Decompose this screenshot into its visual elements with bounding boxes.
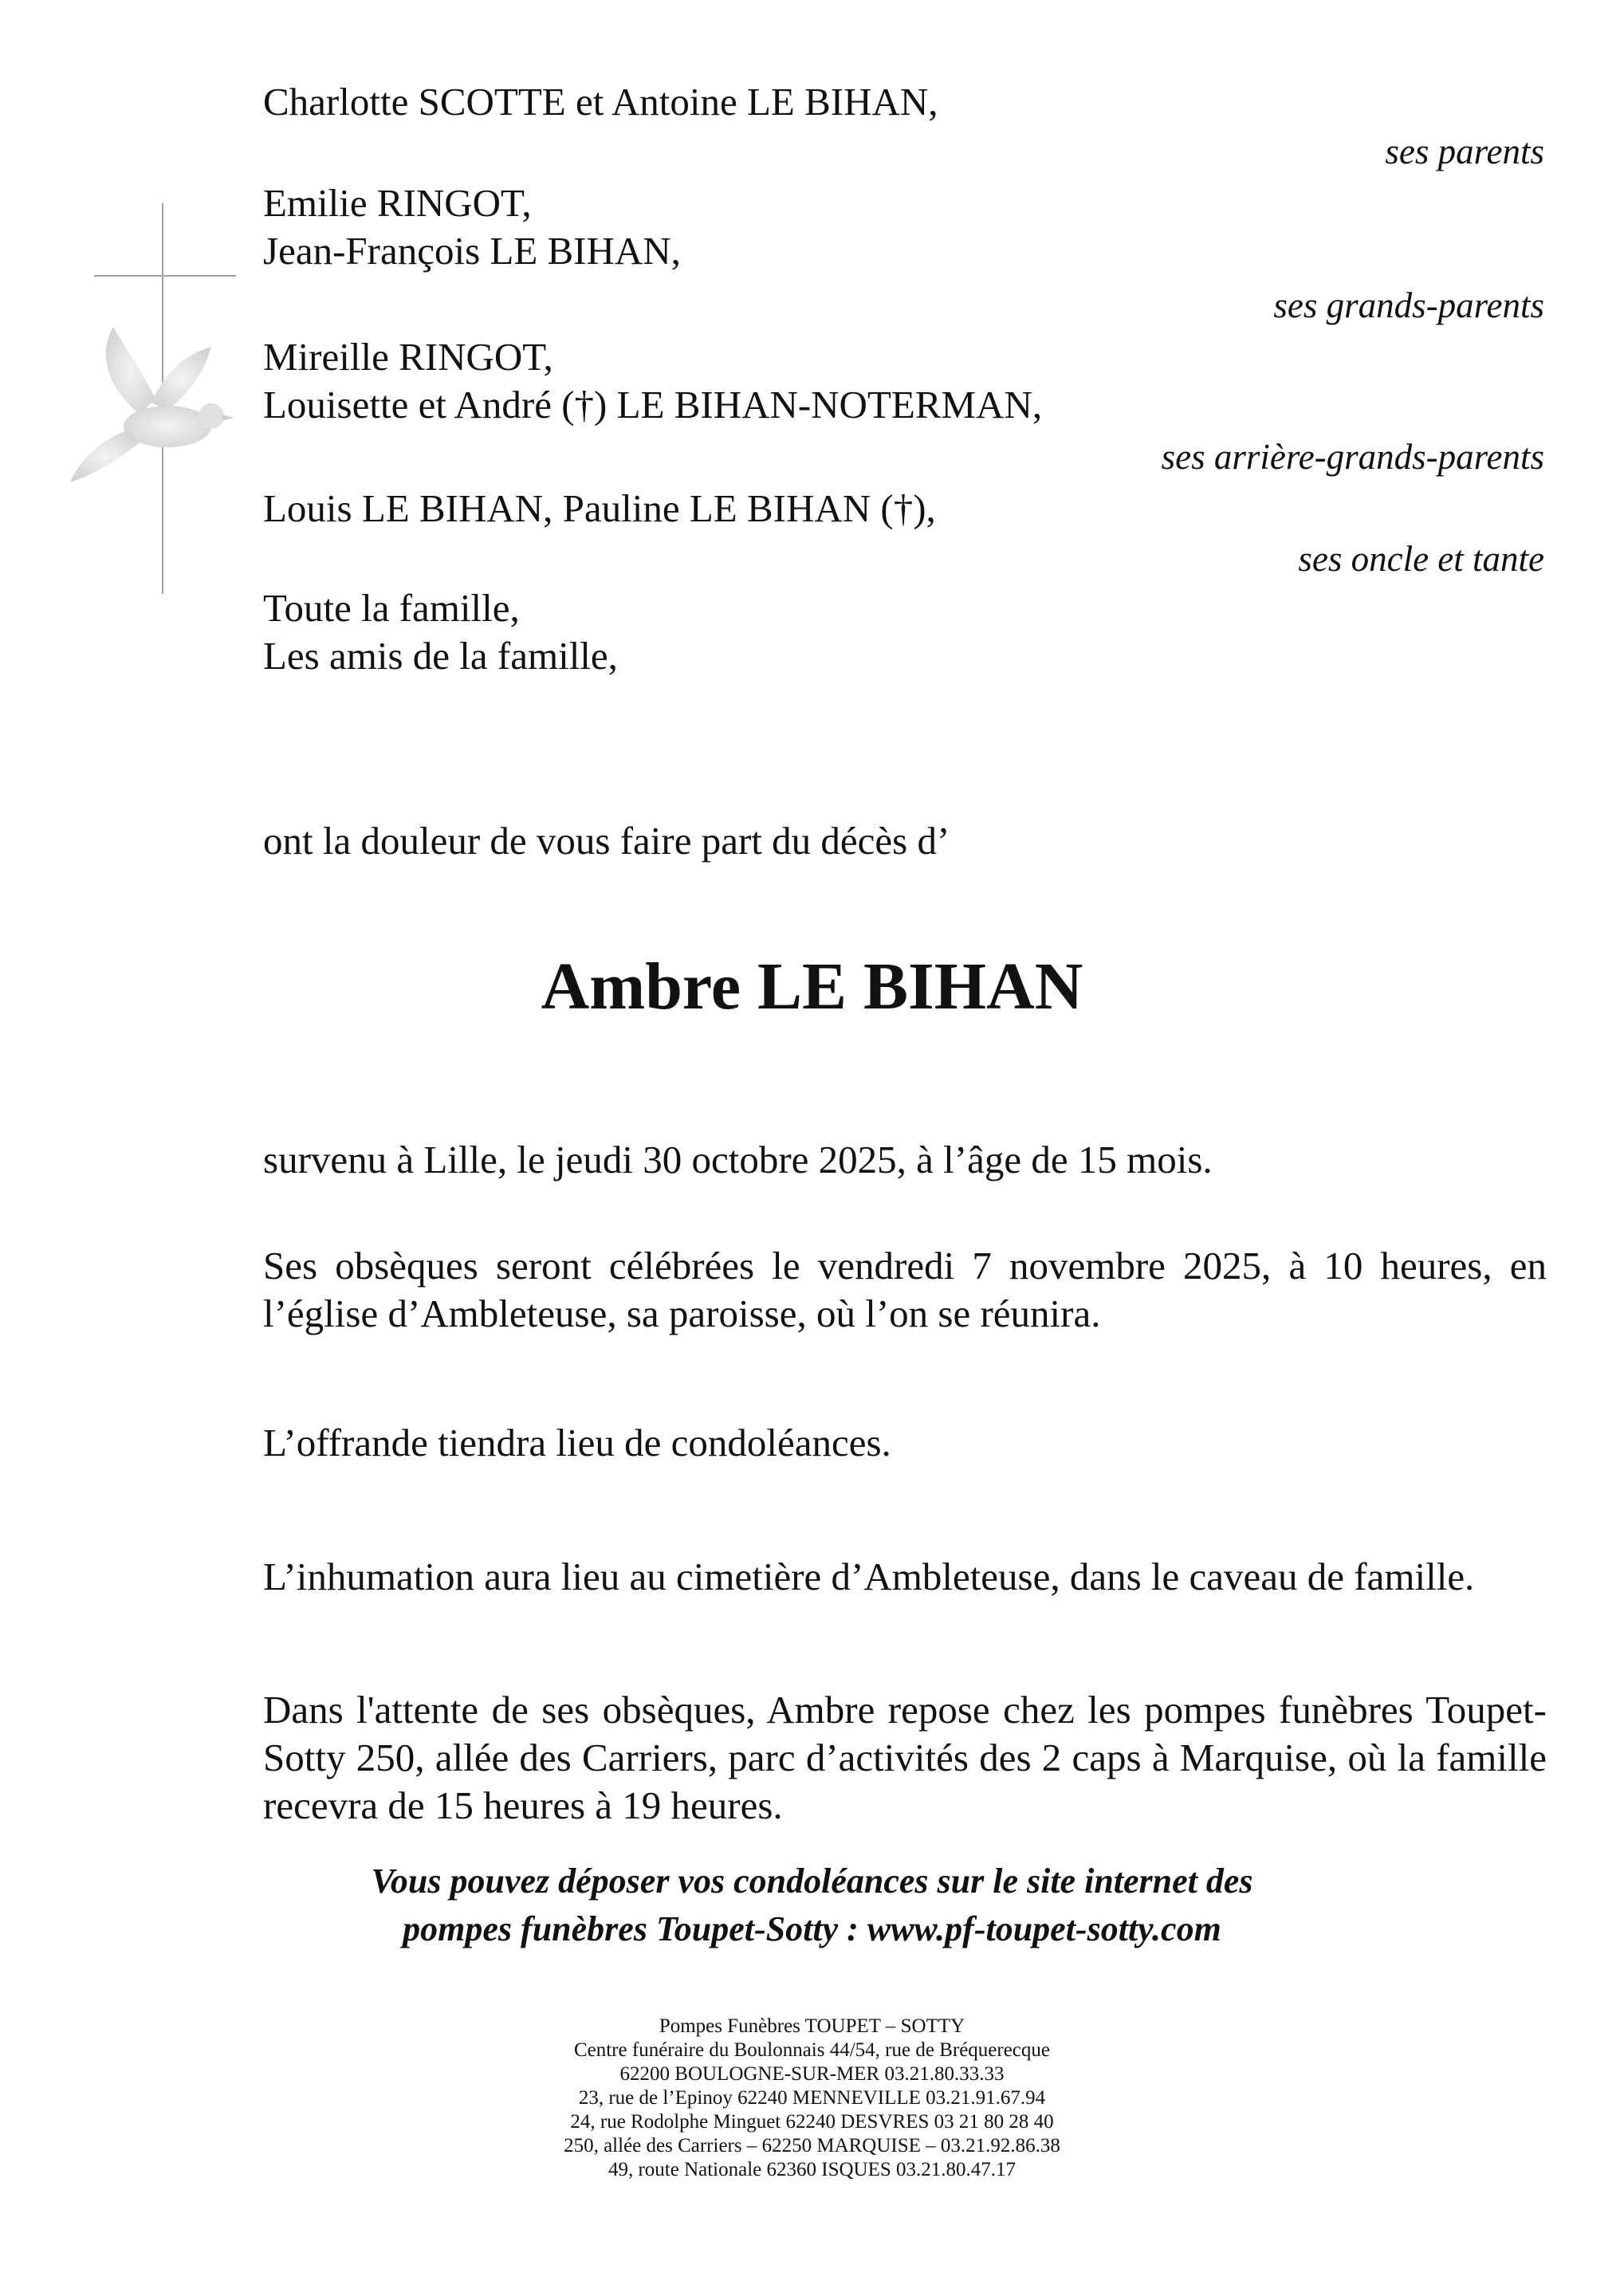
- deceased-name: Ambre LE BIHAN: [541, 949, 1083, 1024]
- repose-paragraph: Dans l'attente de ses obsèques, Ambre repose chez les pompes funèbres Toupet-Sotty 250, allée des Carriers, parc d’activités des 2 caps à Marquise, où la famille recevra de 15 heures à 19 heures.: [263, 1688, 1547, 1827]
- grandparents-label: ses grands-parents: [1273, 285, 1544, 325]
- burial-paragraph: L’inhumation aura lieu au cimetière d’Ambleteuse, dans le caveau de famille.: [263, 1555, 1475, 1598]
- funeral-paragraph: Ses obsèques seront célébrées le vendredi 7 novembre 2025, à 10 heures, en l’église d’Ambleteuse, sa paroisse, où l’on se réunira.: [263, 1244, 1547, 1335]
- condolences-line: pompes funèbres Toupet-Sotty : www.pf-toupet-sotty.com: [403, 1909, 1221, 1948]
- death-details: survenu à Lille, le jeudi 30 octobre 2025, à l’âge de 15 mois.: [263, 1138, 1213, 1181]
- great-grandparent-name: Louisette et André (†) LE BIHAN-NOTERMAN,: [263, 383, 1043, 427]
- footer-line: 62200 BOULOGNE-SUR-MER 03.21.80.33.33: [619, 2063, 1005, 2085]
- announcement-intro: ont la douleur de vous faire part du décès d’: [263, 819, 950, 863]
- footer-line: Pompes Funèbres TOUPET – SOTTY: [659, 2015, 965, 2037]
- footer-line: 49, route Nationale 62360 ISQUES 03.21.80.47.17: [608, 2159, 1016, 2180]
- dove-icon: [64, 319, 247, 494]
- great-grandparents-label: ses arrière-grands-parents: [1161, 437, 1544, 477]
- uncle-aunt-names: Louis LE BIHAN, Pauline LE BIHAN (†),: [263, 486, 936, 530]
- grandparent-name: Jean-François LE BIHAN,: [263, 229, 681, 273]
- footer-line: 250, allée des Carriers – 62250 MARQUISE – 03.21.92.86.38: [564, 2135, 1060, 2156]
- grandparent-name: Emilie RINGOT,: [263, 181, 532, 225]
- uncle-aunt-label: ses oncle et tante: [1298, 539, 1544, 579]
- other-family: Les amis de la famille,: [263, 634, 618, 678]
- offering-paragraph: L’offrande tiendra lieu de condoléances.: [263, 1421, 891, 1464]
- parents-label: ses parents: [1385, 132, 1544, 171]
- parents-names: Charlotte SCOTTE et Antoine LE BIHAN,: [263, 80, 938, 124]
- other-family: Toute la famille,: [263, 586, 520, 630]
- great-grandparent-name: Mireille RINGOT,: [263, 335, 553, 379]
- footer-line: 23, rue de l’Epinoy 62240 MENNEVILLE 03.21.91.67.94: [578, 2087, 1046, 2109]
- cross-icon-horizontal: [94, 275, 236, 277]
- footer-line: 24, rue Rodolphe Minguet 62240 DESVRES 03 21 80 28 40: [570, 2111, 1054, 2133]
- funeral-home-footer: [0, 2015, 1624, 2182]
- footer-line: Centre funéraire du Boulonnais 44/54, rue de Bréquerecque: [573, 2039, 1050, 2061]
- condolences-line: Vous pouvez déposer vos condoléances sur le site internet des: [371, 1862, 1253, 1901]
